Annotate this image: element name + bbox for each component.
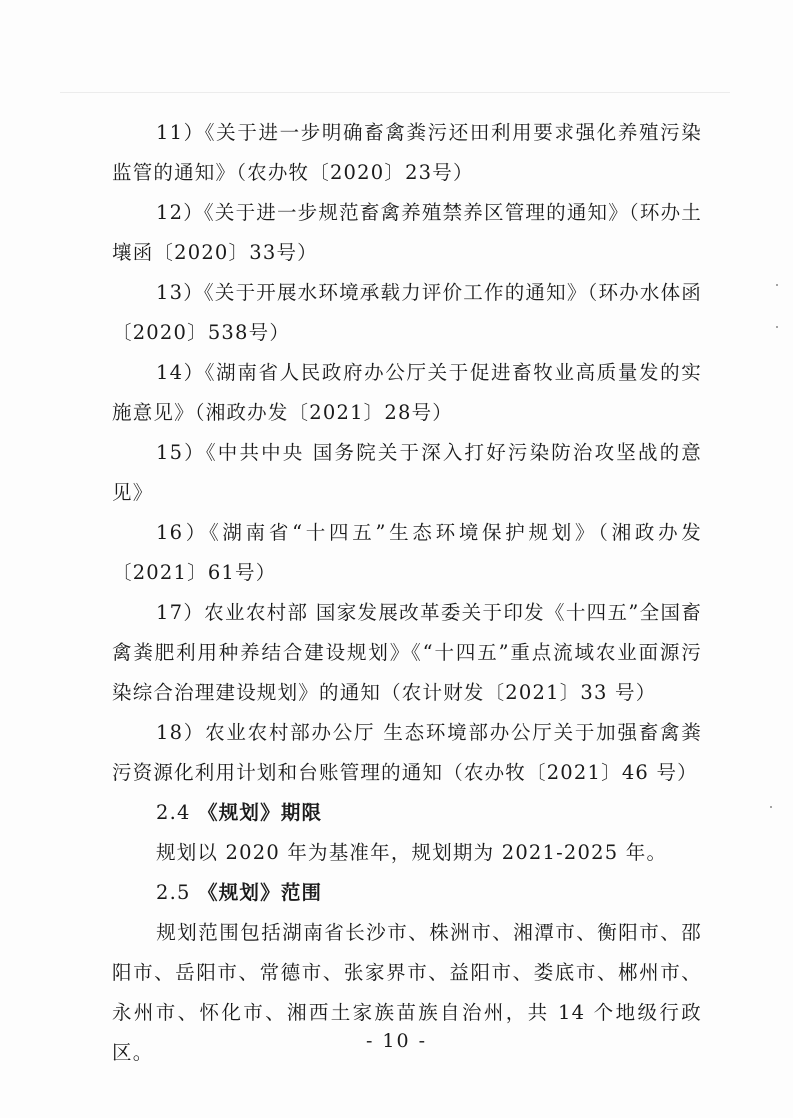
scan-artifact-line (60, 92, 730, 93)
section-body-text: 规划以 2020 年为基准年，规划期为 2021-2025 年。 (156, 841, 668, 864)
list-item-17-text: 17）农业农村部 国家发展改革委关于印发《十四五”全国畜禽粪肥利用种养结合建设规划》《“十四五”重点流域农业面源污染综合治理建设规划》的通知（农计财发〔2021〕33 号） (112, 601, 702, 704)
list-item-13-text: 13）《关于开展水环境承载力评价工作的通知》（环办水体函〔2020〕538号） (112, 281, 702, 344)
list-item-11 (112, 113, 702, 193)
list-item-16 (112, 513, 702, 593)
section-body-text: 规划范围包括湖南省长沙市、株洲市、湘潭市、衡阳市、邵阳市、岳阳市、常德市、张家界市、益阳市、娄底市、郴州市、永州市、怀化市、湘西土家族苗族自治州，共 14 个地级行政区。 (112, 921, 702, 1064)
list-item-15-text: 15）《中共中央 国务院关于深入打好污染防治攻坚战的意见》 (112, 441, 702, 504)
section-title: 《规划》范围 (198, 881, 323, 904)
list-item-14 (112, 353, 702, 433)
scan-speck (770, 806, 772, 808)
section-number: 2.4 (156, 801, 191, 824)
section-heading-2-5 (156, 873, 322, 913)
section-number: 2.5 (156, 881, 191, 904)
section-body-2-4 (112, 833, 702, 873)
scan-speck (776, 284, 778, 286)
list-item-18-text: 18）农业农村部办公厅 生态环境部办公厅关于加强畜禽粪污资源化利用计划和台账管理的通知（农办牧〔2021〕46 号） (112, 721, 702, 784)
list-item-12 (112, 193, 702, 273)
list-item-18 (112, 713, 702, 793)
list-item-13 (112, 273, 702, 353)
scan-speck (776, 326, 778, 328)
list-item-11-text: 11）《关于进一步明确畜禽粪污还田利用要求强化养殖污染监管的通知》（农办牧〔2020〕23号） (112, 121, 702, 184)
list-item-14-text: 14）《湖南省人民政府办公厅关于促进畜牧业高质量发的实施意见》（湘政办发〔2021〕28号） (112, 361, 702, 424)
section-heading-2-4 (156, 793, 322, 833)
page-number: - 10 - (365, 1030, 428, 1052)
list-item-16-text: 16）《湖南省“十四五”生态环境保护规划》（湘政办发〔2021〕61号） (112, 521, 702, 584)
section-title: 《规划》期限 (198, 801, 323, 824)
list-item-17 (112, 593, 702, 713)
list-item-15 (112, 433, 702, 513)
list-item-12-text: 12）《关于进一步规范畜禽养殖禁养区管理的通知》（环办土壤函〔2020〕33号） (112, 201, 702, 264)
